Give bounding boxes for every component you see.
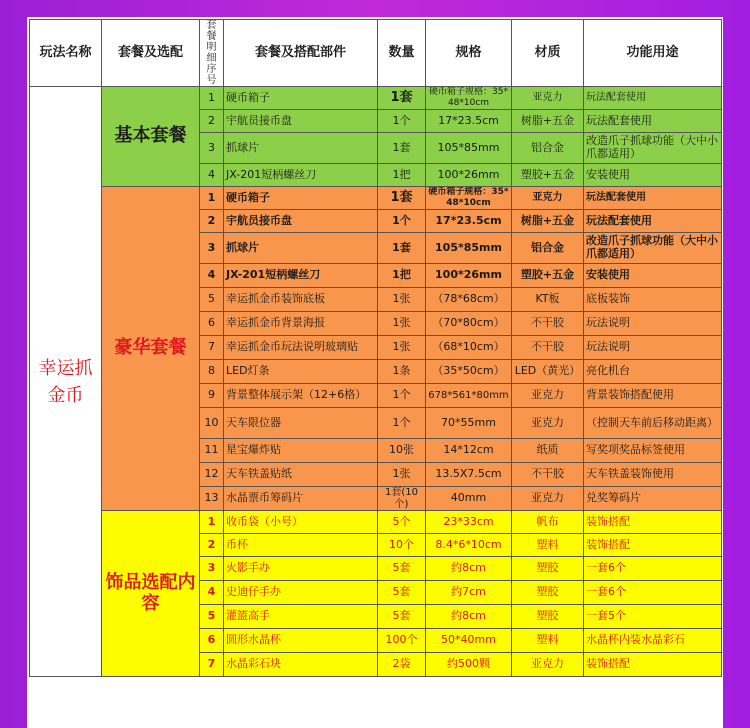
seq-cell: 4 — [200, 264, 224, 288]
qty-cell: 1把 — [378, 164, 426, 187]
qty-cell: 2袋 — [378, 653, 426, 677]
material-cell: 纸质 — [512, 439, 584, 463]
qty-cell: 1套(10个) — [378, 487, 426, 511]
func-cell: 水晶杯内装水晶彩石 — [584, 629, 722, 653]
table-body — [30, 87, 722, 677]
qty-cell: 5套 — [378, 557, 426, 581]
func-cell: 背景装饰搭配使用 — [584, 384, 722, 408]
part-cell: 水晶彩石块 — [224, 653, 378, 677]
material-cell: 亚克力 — [512, 87, 584, 110]
spec-cell: 678*561*80mm — [426, 384, 512, 408]
seq-cell: 5 — [200, 288, 224, 312]
part-cell: 背景整体展示架（12+6格） — [224, 384, 378, 408]
table-row — [30, 87, 722, 110]
spec-cell: 约8cm — [426, 557, 512, 581]
spec-cell: （78*68cm） — [426, 288, 512, 312]
part-cell: 幸运抓金币玩法说明玻璃贴 — [224, 336, 378, 360]
qty-cell: 10个 — [378, 534, 426, 557]
qty-cell: 1把 — [378, 264, 426, 288]
func-cell: 天车铁盖装饰使用 — [584, 463, 722, 487]
part-cell: 硬币箱子 — [224, 87, 378, 110]
func-cell: 玩法配套使用 — [584, 110, 722, 133]
seq-cell: 11 — [200, 439, 224, 463]
func-cell: 装饰搭配 — [584, 511, 722, 534]
material-cell: 铝合金 — [512, 233, 584, 264]
func-cell: 亮化机台 — [584, 360, 722, 384]
part-cell: LED灯条 — [224, 360, 378, 384]
material-cell: 塑胶 — [512, 605, 584, 629]
part-cell: 幸运抓金币背景海报 — [224, 312, 378, 336]
part-cell: 灌篮高手 — [224, 605, 378, 629]
material-cell: 亚克力 — [512, 187, 584, 210]
qty-cell: 1张 — [378, 312, 426, 336]
func-cell: 装饰搭配 — [584, 534, 722, 557]
material-cell: 亚克力 — [512, 653, 584, 677]
func-cell: 一套6个 — [584, 581, 722, 605]
material-cell: 塑胶 — [512, 557, 584, 581]
spec-cell: 105*85mm — [426, 233, 512, 264]
seq-cell: 6 — [200, 312, 224, 336]
spec-cell: 13.5X7.5cm — [426, 463, 512, 487]
seq-cell: 1 — [200, 511, 224, 534]
seq-cell: 1 — [200, 87, 224, 110]
spec-cell: 40mm — [426, 487, 512, 511]
seq-cell: 7 — [200, 336, 224, 360]
qty-cell: 10张 — [378, 439, 426, 463]
seq-cell: 3 — [200, 557, 224, 581]
material-cell: 塑胶+五金 — [512, 164, 584, 187]
func-cell: 一套5个 — [584, 605, 722, 629]
material-cell: 树脂+五金 — [512, 110, 584, 133]
func-cell: 写奖项奖品标签使用 — [584, 439, 722, 463]
part-cell: 抓球片 — [224, 233, 378, 264]
material-cell: 树脂+五金 — [512, 210, 584, 233]
seq-cell: 8 — [200, 360, 224, 384]
part-cell: 幸运抓金币装饰底板 — [224, 288, 378, 312]
qty-cell: 1个 — [378, 210, 426, 233]
seq-cell: 5 — [200, 605, 224, 629]
spec-cell: 17*23.5cm — [426, 210, 512, 233]
func-cell: 玩法配套使用 — [584, 87, 722, 110]
func-cell: 装饰搭配 — [584, 653, 722, 677]
material-cell: 塑料 — [512, 534, 584, 557]
func-cell: 改造爪子抓球功能（大中小爪都适用） — [584, 133, 722, 164]
material-cell: 亚克力 — [512, 408, 584, 439]
qty-cell: 1个 — [378, 384, 426, 408]
part-cell: 天车限位器 — [224, 408, 378, 439]
material-cell: 塑料 — [512, 629, 584, 653]
func-cell: 一套6个 — [584, 557, 722, 581]
spec-cell: 70*55mm — [426, 408, 512, 439]
header-row — [30, 20, 722, 87]
qty-cell: 1条 — [378, 360, 426, 384]
seq-cell: 9 — [200, 384, 224, 408]
part-cell: JX-201短柄螺丝刀 — [224, 264, 378, 288]
qty-cell: 100个 — [378, 629, 426, 653]
game-name-cell: 幸运抓金币 — [30, 87, 102, 677]
spec-cell: 100*26mm — [426, 164, 512, 187]
material-cell: 亚克力 — [512, 487, 584, 511]
spec-cell: 23*33cm — [426, 511, 512, 534]
material-cell: LED（黄光） — [512, 360, 584, 384]
header-func: 功能用途 — [584, 20, 722, 87]
qty-cell: 1套 — [378, 187, 426, 210]
spec-cell: 17*23.5cm — [426, 110, 512, 133]
func-cell: 底板装饰 — [584, 288, 722, 312]
spec-cell: 硬币箱子规格：35*48*10cm — [426, 87, 512, 110]
part-cell: 水晶票币筹码片 — [224, 487, 378, 511]
part-cell: 币杯 — [224, 534, 378, 557]
part-cell: 宇航员接币盘 — [224, 110, 378, 133]
spec-cell: 硬币箱子规格：35*48*10cm — [426, 187, 512, 210]
seq-cell: 3 — [200, 133, 224, 164]
qty-cell: 1套 — [378, 87, 426, 110]
header-parts: 套餐及搭配部件 — [224, 20, 378, 87]
part-cell: 收币袋（小号） — [224, 511, 378, 534]
func-cell: （控制天车前后移动距离） — [584, 408, 722, 439]
seq-cell: 4 — [200, 164, 224, 187]
category-basic: 基本套餐 — [102, 87, 200, 187]
material-cell: KT板 — [512, 288, 584, 312]
part-cell: 星宝爆炸贴 — [224, 439, 378, 463]
part-cell: 宇航员接币盘 — [224, 210, 378, 233]
seq-cell: 13 — [200, 487, 224, 511]
material-cell: 不干胶 — [512, 336, 584, 360]
qty-cell: 1张 — [378, 463, 426, 487]
seq-cell: 3 — [200, 233, 224, 264]
table-row — [30, 187, 722, 210]
func-cell: 玩法说明 — [584, 336, 722, 360]
seq-cell: 7 — [200, 653, 224, 677]
header-seq: 套餐明细序号 — [200, 20, 224, 87]
header-spec: 规格 — [426, 20, 512, 87]
seq-cell: 1 — [200, 187, 224, 210]
part-cell: 史迪仔手办 — [224, 581, 378, 605]
func-cell: 玩法说明 — [584, 312, 722, 336]
part-cell: 圆形水晶杯 — [224, 629, 378, 653]
qty-cell: 1套 — [378, 233, 426, 264]
part-cell: 火影手办 — [224, 557, 378, 581]
seq-cell: 2 — [200, 210, 224, 233]
spec-cell: 约7cm — [426, 581, 512, 605]
category-accessories: 饰品选配内容 — [102, 511, 200, 677]
func-cell: 安装使用 — [584, 164, 722, 187]
part-cell: 硬币箱子 — [224, 187, 378, 210]
header-game: 玩法名称 — [30, 20, 102, 87]
material-cell: 亚克力 — [512, 384, 584, 408]
material-cell: 铝合金 — [512, 133, 584, 164]
spec-cell: 约500颗 — [426, 653, 512, 677]
category-luxury: 豪华套餐 — [102, 187, 200, 511]
spec-cell: 100*26mm — [426, 264, 512, 288]
material-cell: 不干胶 — [512, 463, 584, 487]
part-cell: 天车铁盖贴纸 — [224, 463, 378, 487]
part-cell: JX-201短柄螺丝刀 — [224, 164, 378, 187]
qty-cell: 5套 — [378, 605, 426, 629]
seq-cell: 2 — [200, 534, 224, 557]
func-cell: 玩法配套使用 — [584, 187, 722, 210]
part-cell: 抓球片 — [224, 133, 378, 164]
func-cell: 安装使用 — [584, 264, 722, 288]
seq-cell: 12 — [200, 463, 224, 487]
qty-cell: 1个 — [378, 408, 426, 439]
qty-cell: 1套 — [378, 133, 426, 164]
spec-cell: 50*40mm — [426, 629, 512, 653]
seq-cell: 6 — [200, 629, 224, 653]
header-qty: 数量 — [378, 20, 426, 87]
spec-cell: 105*85mm — [426, 133, 512, 164]
spec-cell: 8.4*6*10cm — [426, 534, 512, 557]
package-table — [29, 19, 722, 677]
qty-cell: 1个 — [378, 110, 426, 133]
seq-cell: 4 — [200, 581, 224, 605]
func-cell: 改造爪子抓球功能（大中小爪都适用） — [584, 233, 722, 264]
func-cell: 玩法配套使用 — [584, 210, 722, 233]
material-cell: 塑胶+五金 — [512, 264, 584, 288]
spec-cell: 约8cm — [426, 605, 512, 629]
seq-cell: 2 — [200, 110, 224, 133]
spec-cell: （68*10cm） — [426, 336, 512, 360]
func-cell: 兑奖筹码片 — [584, 487, 722, 511]
header-package: 套餐及选配 — [102, 20, 200, 87]
material-cell: 塑胶 — [512, 581, 584, 605]
qty-cell: 5个 — [378, 511, 426, 534]
qty-cell: 1张 — [378, 288, 426, 312]
material-cell: 不干胶 — [512, 312, 584, 336]
spec-cell: （35*50cm） — [426, 360, 512, 384]
seq-cell: 10 — [200, 408, 224, 439]
spec-cell: 14*12cm — [426, 439, 512, 463]
spec-cell: （70*80cm） — [426, 312, 512, 336]
header-material: 材质 — [512, 20, 584, 87]
qty-cell: 1张 — [378, 336, 426, 360]
qty-cell: 5套 — [378, 581, 426, 605]
table-row — [30, 511, 722, 534]
material-cell: 帆布 — [512, 511, 584, 534]
